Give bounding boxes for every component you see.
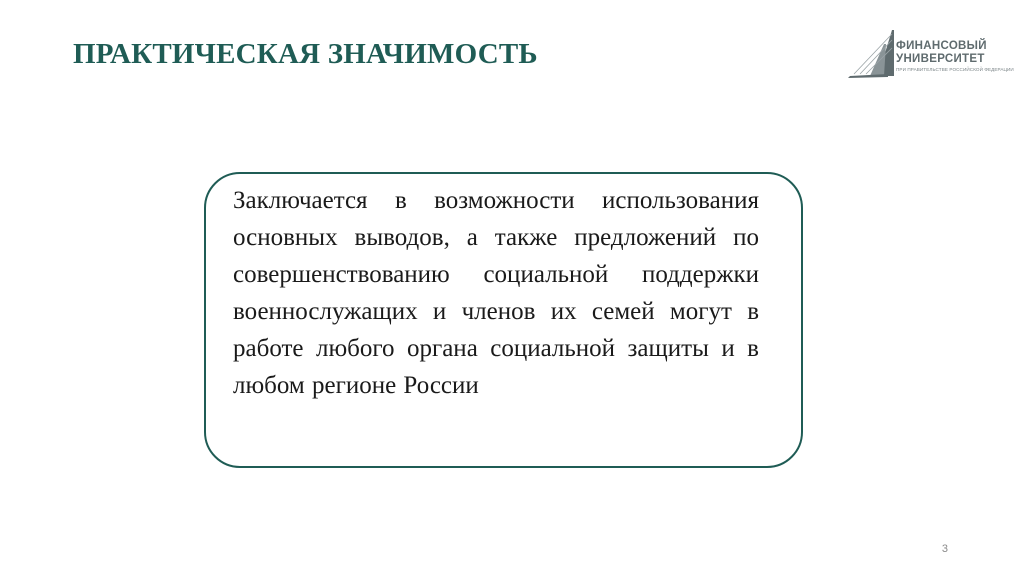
- logo-text-line1: ФИНАНСОВЫЙ: [896, 40, 987, 52]
- financial-university-logo-icon: [848, 30, 894, 80]
- slide-title: ПРАКТИЧЕСКАЯ ЗНАЧИМОСТЬ: [73, 38, 538, 70]
- logo-text-line2: УНИВЕРСИТЕТ: [896, 53, 985, 65]
- page-number: 3: [941, 543, 948, 555]
- content-box: [204, 172, 803, 468]
- university-logo: [848, 30, 1014, 80]
- logo-text-line3: ПРИ ПРАВИТЕЛЬСТВЕ РОССИЙСКОЙ ФЕДЕРАЦИИ: [896, 67, 1014, 72]
- content-text: Заключается в возможности использования основных выводов, а также предложений по совершенствованию социальной поддержки военнослужащих и членов их семей могут в работе любого органа социальной защиты и в любом регионе России: [233, 187, 759, 399]
